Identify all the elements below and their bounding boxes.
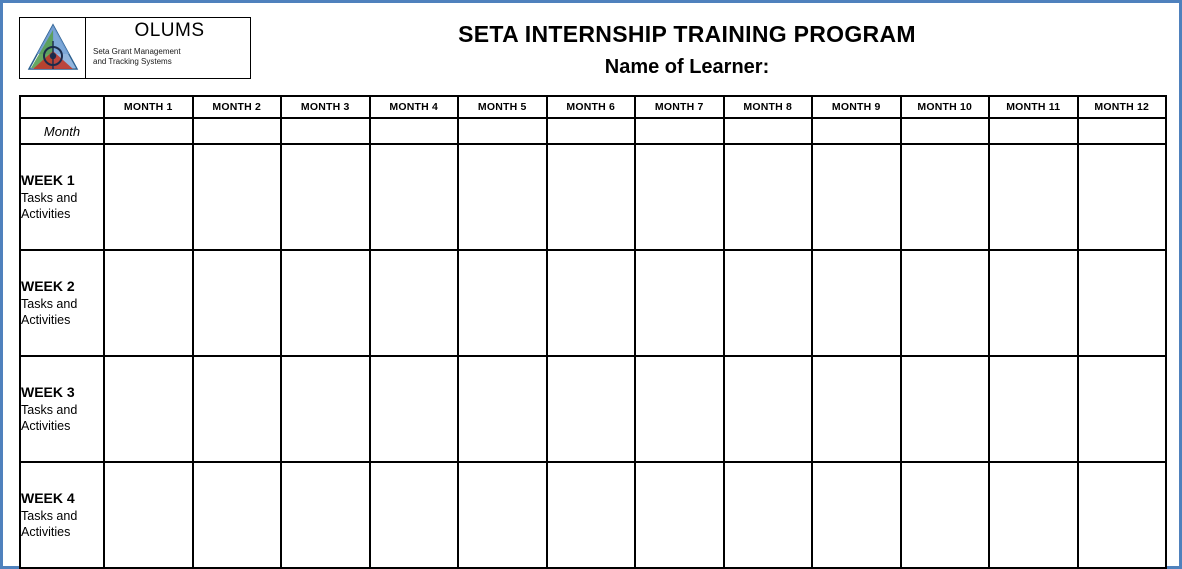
week-1-month-4-cell[interactable] xyxy=(370,144,459,250)
row-label-month: Month xyxy=(20,118,104,144)
month-value-10[interactable] xyxy=(901,118,990,144)
week-3-month-11-cell[interactable] xyxy=(989,356,1078,462)
row-label-week-2 xyxy=(20,250,104,356)
month-value-12[interactable] xyxy=(1078,118,1167,144)
week-2-month-7-cell[interactable] xyxy=(635,250,724,356)
column-header-month-2: MONTH 2 xyxy=(193,96,282,118)
week-3-month-12-cell[interactable] xyxy=(1078,356,1167,462)
week-3-month-6-cell[interactable] xyxy=(547,356,636,462)
week-1-sub-line2: Activities xyxy=(21,207,71,222)
week-2-month-3-cell[interactable] xyxy=(281,250,370,356)
column-header-month-8: MONTH 8 xyxy=(724,96,813,118)
week-4-sub-line2: Activities xyxy=(21,525,71,540)
olums-logo-tagline-line2: and Tracking Systems xyxy=(93,56,172,66)
month-value-2[interactable] xyxy=(193,118,282,144)
week-1-title: WEEK 1 xyxy=(21,171,75,188)
olums-logo-name: OLUMS xyxy=(134,20,205,41)
table-row-week-3 xyxy=(20,356,1166,462)
week-1-month-9-cell[interactable] xyxy=(812,144,901,250)
week-2-title: WEEK 2 xyxy=(21,277,75,294)
week-4-month-5-cell[interactable] xyxy=(458,462,547,568)
month-value-8[interactable] xyxy=(724,118,813,144)
week-2-month-11-cell[interactable] xyxy=(989,250,1078,356)
week-1-month-10-cell[interactable] xyxy=(901,144,990,250)
month-value-6[interactable] xyxy=(547,118,636,144)
olums-logo-box xyxy=(19,17,251,79)
week-3-title: WEEK 3 xyxy=(21,383,75,400)
learner-name-label: Name of Learner: xyxy=(604,56,770,79)
week-1-month-2-cell[interactable] xyxy=(193,144,282,250)
week-2-month-8-cell[interactable] xyxy=(724,250,813,356)
month-value-1[interactable] xyxy=(104,118,193,144)
week-2-month-1-cell[interactable] xyxy=(104,250,193,356)
week-4-title: WEEK 4 xyxy=(21,489,75,506)
week-1-sub-line1: Tasks and xyxy=(21,190,78,205)
week-3-month-9-cell[interactable] xyxy=(812,356,901,462)
page-title: SETA INTERNSHIP TRAINING PROGRAM xyxy=(458,21,916,47)
olums-logo-text xyxy=(86,18,250,78)
column-header-month-4: MONTH 4 xyxy=(370,96,459,118)
week-3-month-10-cell[interactable] xyxy=(901,356,990,462)
week-1-month-6-cell[interactable] xyxy=(547,144,636,250)
column-header-month-7: MONTH 7 xyxy=(635,96,724,118)
week-4-month-10-cell[interactable] xyxy=(901,462,990,568)
row-label-week-1 xyxy=(20,144,104,250)
week-4-month-6-cell[interactable] xyxy=(547,462,636,568)
table-row-week-2 xyxy=(20,250,1166,356)
week-1-month-11-cell[interactable] xyxy=(989,144,1078,250)
document-header xyxy=(19,17,1163,89)
week-4-month-12-cell[interactable] xyxy=(1078,462,1167,568)
table-row-week-1 xyxy=(20,144,1166,250)
week-3-sub-line1: Tasks and xyxy=(21,402,78,417)
week-1-month-7-cell[interactable] xyxy=(635,144,724,250)
week-3-month-2-cell[interactable] xyxy=(193,356,282,462)
week-4-month-9-cell[interactable] xyxy=(812,462,901,568)
week-1-month-1-cell[interactable] xyxy=(104,144,193,250)
week-1-month-12-cell[interactable] xyxy=(1078,144,1167,250)
column-header-month-6: MONTH 6 xyxy=(547,96,636,118)
column-header-month-3: MONTH 3 xyxy=(281,96,370,118)
week-2-month-6-cell[interactable] xyxy=(547,250,636,356)
week-2-month-10-cell[interactable] xyxy=(901,250,990,356)
row-label-week-3 xyxy=(20,356,104,462)
column-header-month-12: MONTH 12 xyxy=(1078,96,1167,118)
week-1-month-3-cell[interactable] xyxy=(281,144,370,250)
week-4-sub-line1: Tasks and xyxy=(21,508,78,523)
week-3-month-3-cell[interactable] xyxy=(281,356,370,462)
month-value-4[interactable] xyxy=(370,118,459,144)
row-label-week-4 xyxy=(20,462,104,568)
month-value-9[interactable] xyxy=(812,118,901,144)
month-value-5[interactable] xyxy=(458,118,547,144)
week-4-month-2-cell[interactable] xyxy=(193,462,282,568)
week-4-month-11-cell[interactable] xyxy=(989,462,1078,568)
column-header-month-9: MONTH 9 xyxy=(812,96,901,118)
month-value-11[interactable] xyxy=(989,118,1078,144)
week-2-month-5-cell[interactable] xyxy=(458,250,547,356)
month-value-7[interactable] xyxy=(635,118,724,144)
week-3-sub-line2: Activities xyxy=(21,419,71,434)
column-header-month-1: MONTH 1 xyxy=(104,96,193,118)
week-2-sub-line2: Activities xyxy=(21,313,71,328)
training-program-table xyxy=(19,95,1167,569)
month-value-3[interactable] xyxy=(281,118,370,144)
olums-logo-tagline-line1: Seta Grant Management xyxy=(93,46,181,56)
column-header-month-5: MONTH 5 xyxy=(458,96,547,118)
title-block xyxy=(251,17,1163,79)
document-body xyxy=(3,3,1179,566)
week-4-month-3-cell[interactable] xyxy=(281,462,370,568)
week-3-month-4-cell[interactable] xyxy=(370,356,459,462)
week-2-sub-line1: Tasks and xyxy=(21,296,78,311)
week-3-month-7-cell[interactable] xyxy=(635,356,724,462)
table-header-row xyxy=(20,96,1166,118)
table-corner-cell xyxy=(20,96,104,118)
week-4-month-7-cell[interactable] xyxy=(635,462,724,568)
week-2-month-2-cell[interactable] xyxy=(193,250,282,356)
column-header-month-10: MONTH 10 xyxy=(901,96,990,118)
week-2-month-4-cell[interactable] xyxy=(370,250,459,356)
week-3-month-1-cell[interactable] xyxy=(104,356,193,462)
table-row-month xyxy=(20,118,1166,144)
column-header-month-11: MONTH 11 xyxy=(989,96,1078,118)
week-4-month-1-cell[interactable] xyxy=(104,462,193,568)
week-1-month-5-cell[interactable] xyxy=(458,144,547,250)
week-2-month-9-cell[interactable] xyxy=(812,250,901,356)
table-row-week-4 xyxy=(20,462,1166,568)
week-3-month-8-cell[interactable] xyxy=(724,356,813,462)
olums-triangle-logo-icon xyxy=(20,18,86,78)
week-2-month-12-cell[interactable] xyxy=(1078,250,1167,356)
week-3-month-5-cell[interactable] xyxy=(458,356,547,462)
week-4-month-4-cell[interactable] xyxy=(370,462,459,568)
week-1-month-8-cell[interactable] xyxy=(724,144,813,250)
week-4-month-8-cell[interactable] xyxy=(724,462,813,568)
